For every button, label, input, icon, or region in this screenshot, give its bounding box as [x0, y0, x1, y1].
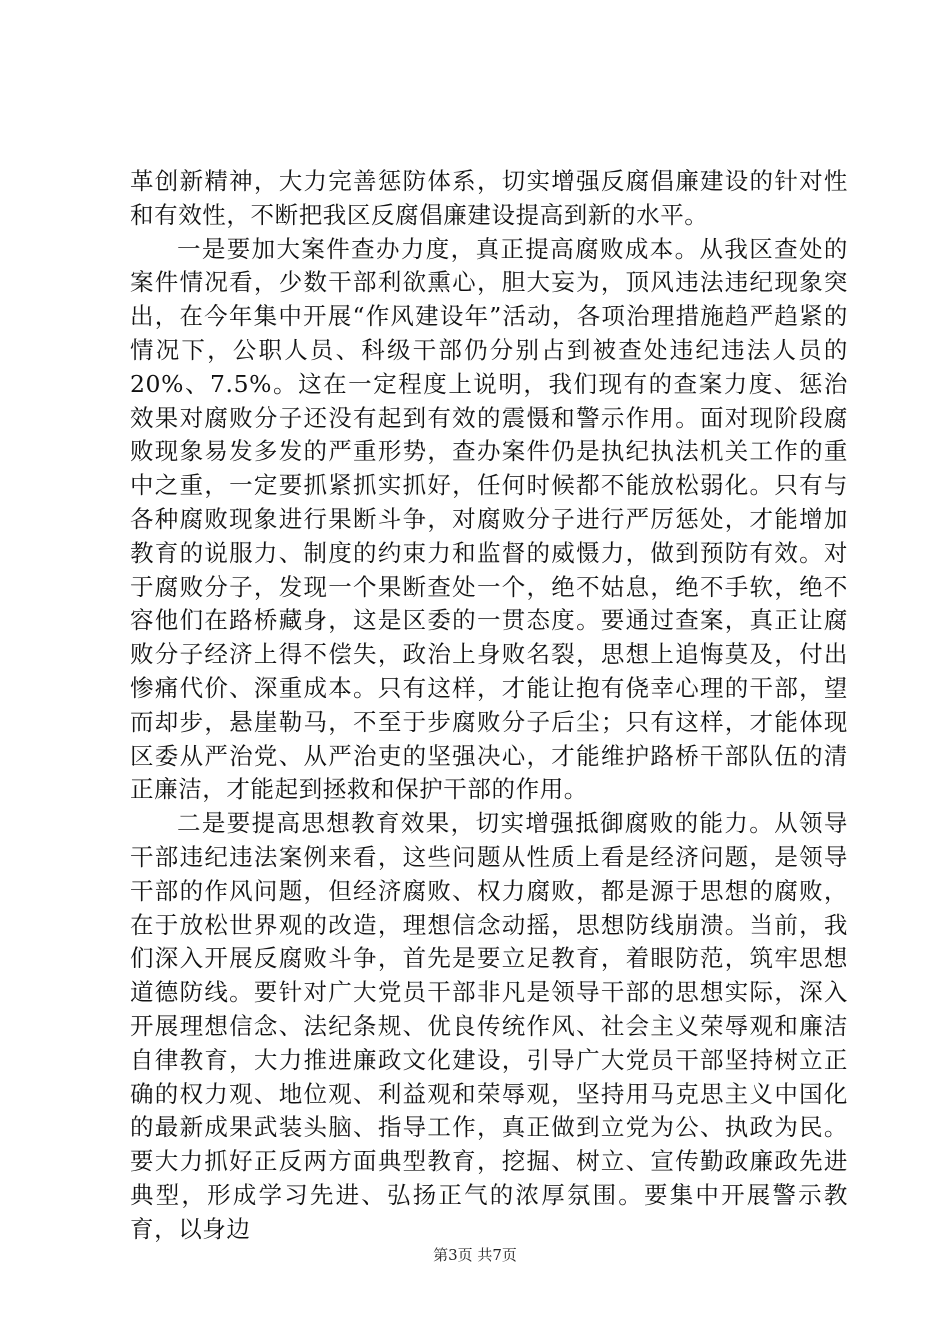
paragraph-continuation: 革创新精神，大力完善惩防体系，切实增强反腐倡廉建设的针对性和有效性，不断把我区反腐倡廉建设提高到新的水平。 — [130, 167, 848, 229]
page-number-footer: 第3页 共7页 — [433, 1246, 517, 1264]
paragraph-case-investigation: 一是要加大案件查办力度，真正提高腐败成本。从我区查处的案件情况看，少数干部利欲熏心，胆大妄为，顶风违法违纪现象突出，在今年集中开展“作风建设年”活动，各项治理措施趋严趋紧的情况下，公职人员、科级干部仍分别占到被查处违纪违法人员的20%、7.5%。这在一定程度上说明，我们现有的查案力度、惩治效果对腐败分子还没有起到有效的震慑和警示作用。面对现阶段腐败现象易发多发的严重形势，查办案件仍是执纪执法机关工作的重中之重，一定要抓紧抓实抓好，任何时候都不能放松弱化。只有与各种腐败现象进行果断斗争，对腐败分子进行严厉惩处，才能增加教育的说服力、制度的约束力和监督的威慑力，做到预防有效。对于腐败分子，发现一个果断查处一个，绝不姑息，绝不手软，绝不容他们在路桥藏身，这是区委的一贯态度。要通过查案，真正让腐败分子经济上得不偿失，政治上身败名裂，思想上追悔莫及，付出惨痛代价、深重成本。只有这样，才能让抱有侥幸心理的干部，望而却步，悬崖勒马，不至于步腐败分子后尘；只有这样，才能体现区委从严治党、从严治吏的坚强决心，才能维护路桥干部队伍的清正廉洁，才能起到拯救和保护干部的作用。 — [130, 234, 848, 804]
paragraph-ideological-education: 二是要提高思想教育效果，切实增强抵御腐败的能力。从领导干部违纪违法案例来看，这些问题从性质上看是经济问题，是领导干部的作风问题，但经济腐败、权力腐败，都是源于思想的腐败，在于放松世界观的改造，理想信念动摇，思想防线崩溃。当前，我们深入开展反腐败斗争，首先是要立足教育，着眼防范，筑牢思想道德防线。要针对广大党员干部非凡是领导干部的思想实际，深入开展理想信念、法纪条规、优良传统作风、社会主义荣辱观和廉洁自律教育，大力推进廉政文化建设，引导广大党员干部坚持树立正确的权力观、地位观、利益观和荣辱观，坚持用马克思主义中国化的最新成果武装头脑、指导工作，真正做到立党为公、执政为民。要大力抓好正反两方面典型教育，挖掘、树立、宣传勤政廉政先进典型，形成学习先进、弘扬正气的浓厚氛围。要集中开展警示教育，以身边 — [130, 809, 848, 1243]
document-body — [130, 165, 848, 1247]
